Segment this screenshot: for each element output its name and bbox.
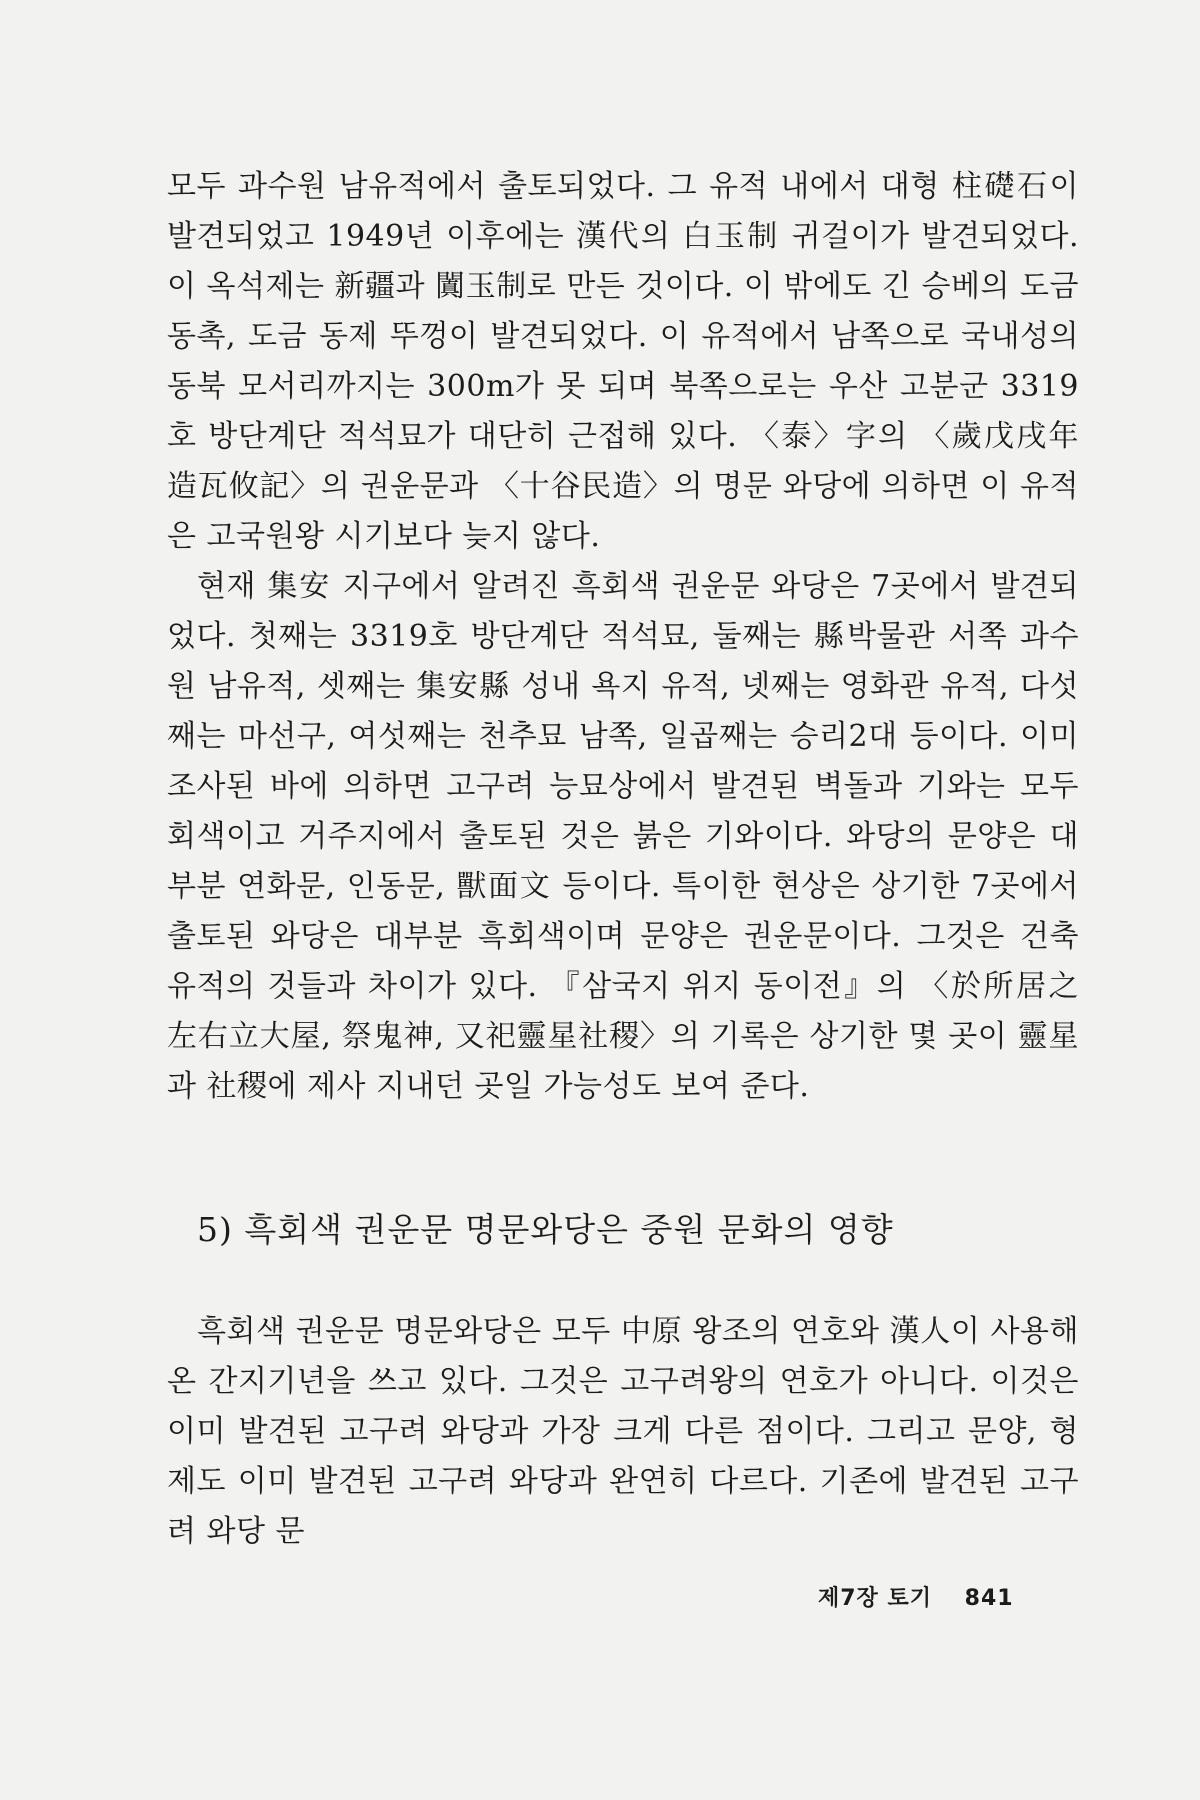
running-footer-chapter: 제7장 토기 — [818, 1586, 932, 1611]
body-paragraph-2: 현재 集安 지구에서 알려진 흑회색 권운문 와당은 7곳에서 발견되었다. 첫째는 3319호 방단계단 적석묘, 둘째는 縣박물관 서쪽 과수원 남유적, 셋째는 集安縣 성내 욕지 유적, 넷째는 영화관 유적, 다섯째는 마선구, 여섯째는 천추묘 남쪽, 일곱째는 승리2대 등이다. 이미 조사된 바에 의하면 고구려 능묘상에서 발견된 벽돌과 기와는 모두 회색이고 거주지에서 출토된 것은 붉은 기와이다. 와당의 문양은 대부분 연화문, 인동문, 獸面文 등이다. 특이한 현상은 상기한 7곳에서 출토된 와당은 대부분 흑회색이며 문양은 권운문이다. 그것은 건축 유적의 것들과 차이가 있다. 『삼국지 위지 동이전』의 〈於所居之左右立大屋, 祭鬼神, 又祀靈星社稷〉의 기록은 상기한 몇 곳이 靈星과 社稷에 제사 지내던 곳일 가능성도 보여 준다. — [167, 569, 1079, 1104]
body-paragraph-3: 흑회색 권운문 명문와당은 모두 中原 왕조의 연호와 漢人이 사용해 온 간지기년을 쓰고 있다. 그것은 고구려왕의 연호가 아니다. 이것은 이미 발견된 고구려 와당과 가장 크게 다른 점이다. 그리고 문양, 형제도 이미 발견된 고구려 와당과 완연히 다르다. 기존에 발견된 고구려 와당 문 — [167, 1314, 1079, 1549]
section-heading: 5) 흑회색 권운문 명문와당은 중원 문화의 영향 — [197, 1210, 894, 1249]
page-footer — [818, 1584, 1014, 1614]
body-paragraph-1: 모두 과수원 남유적에서 출토되었다. 그 유적 내에서 대형 柱礎石이 발견되었고 1949년 이후에는 漢代의 白玉制 귀걸이가 발견되었다. 이 옥석제는 新疆과 闐玉制로 만든 것이다. 이 밖에도 긴 승베의 도금 동촉, 도금 동제 뚜껑이 발견되었다. 이 유적에서 남쪽으로 국내성의 동북 모서리까지는 300m가 못 되며 북쪽으로는 우산 고분군 3319호 방단계단 적석묘가 대단히 근접해 있다. 〈泰〉字의 〈歲戊戌年造瓦攸記〉의 권운문과 〈十谷民造〉의 명문 와당에 의하면 이 유적은 고국원왕 시기보다 늦지 않다. — [167, 169, 1079, 554]
page-number: 841 — [964, 1586, 1014, 1611]
